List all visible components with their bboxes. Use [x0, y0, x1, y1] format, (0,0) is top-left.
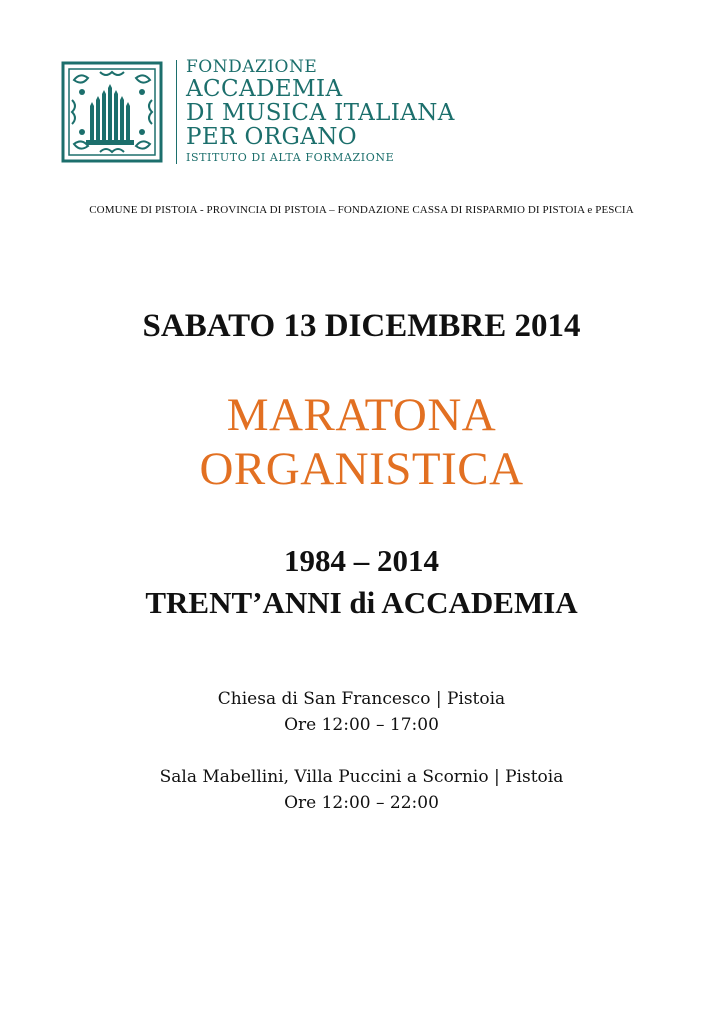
anniversary-block: [0, 540, 723, 624]
venue-item: [0, 686, 723, 738]
institution-logo: [60, 56, 490, 172]
venue-place: Sala Mabellini, Villa Puccini a Scornio | Pistoia: [159, 767, 564, 787]
logo-text: [186, 56, 455, 163]
event-title-line1: MARATONA: [226, 389, 497, 441]
venues-list: [0, 686, 723, 842]
event-date: SABATO 13 DICEMBRE 2014: [142, 308, 581, 344]
logo-line-istituto: ISTITUTO DI ALTA FORMAZIONE: [186, 151, 395, 164]
logo-line-accademia: ACCADEMIA: [186, 76, 343, 102]
venue-hours: Ore 12:00 – 22:00: [284, 793, 439, 813]
anniversary-years: 1984 – 2014: [284, 543, 439, 578]
sponsors-line: COMUNE DI PISTOIA - PROVINCIA DI PISTOIA – FONDAZIONE CASSA DI RISPARMIO DI PISTOIA e PESCIA: [89, 204, 634, 216]
logo-line-fondazione: FONDAZIONE: [186, 57, 318, 77]
venue-place: Chiesa di San Francesco | Pistoia: [217, 689, 506, 709]
venue-item: [0, 764, 723, 816]
organ-emblem-icon: [60, 60, 164, 164]
venue-hours: Ore 12:00 – 17:00: [284, 715, 439, 735]
event-title: [0, 388, 723, 496]
logo-divider: [176, 60, 177, 164]
logo-line-per-organo: PER ORGANO: [186, 124, 358, 150]
event-title-line2: ORGANISTICA: [199, 443, 524, 495]
anniversary-caption: TRENT’ANNI di ACCADEMIA: [145, 585, 578, 620]
logo-line-musica-italiana: DI MUSICA ITALIANA: [186, 100, 455, 126]
